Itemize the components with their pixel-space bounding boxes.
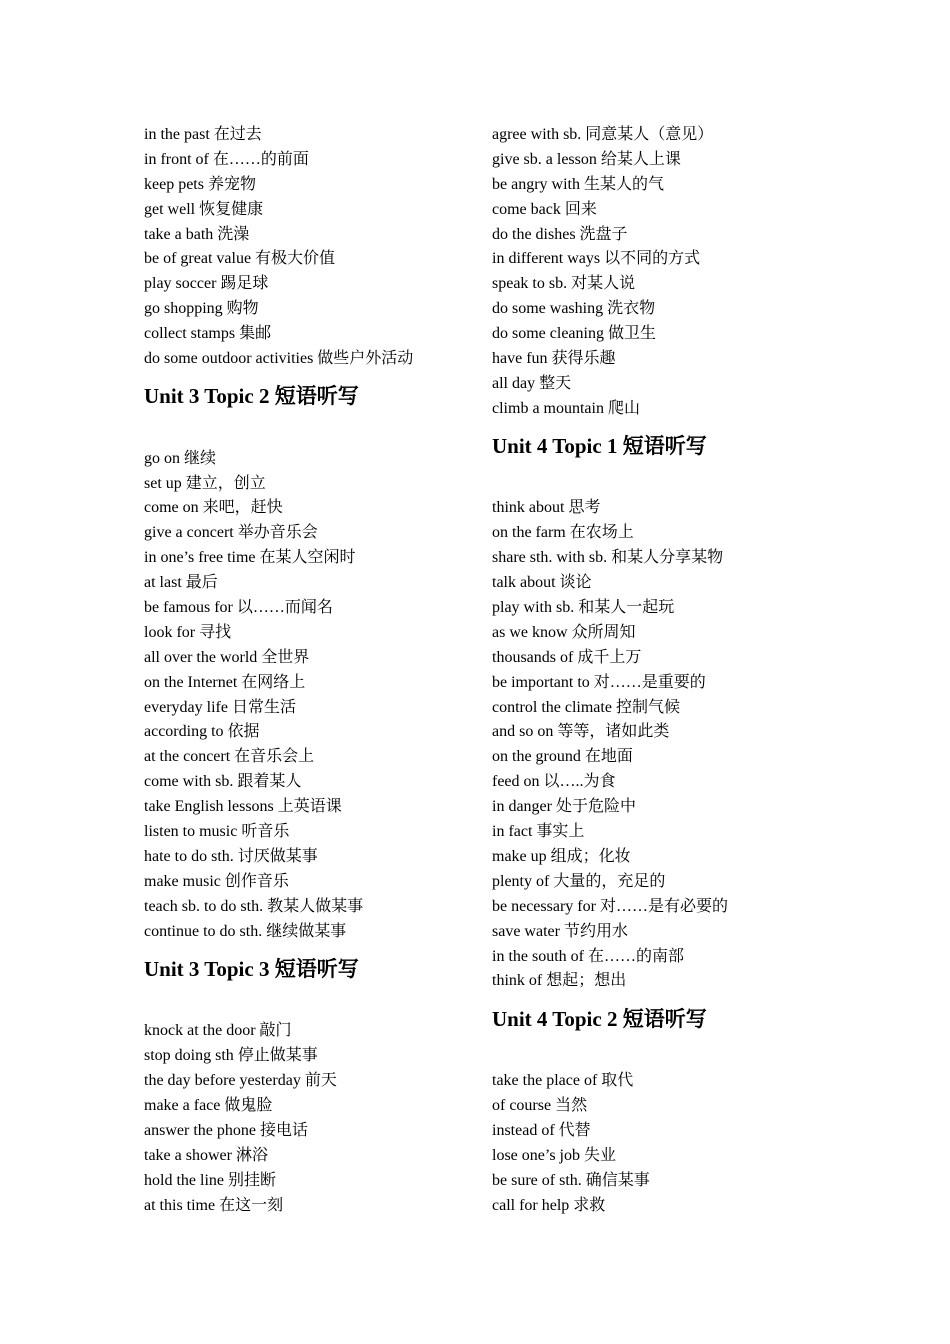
- phrase-list: [144, 1019, 474, 1218]
- phrase-item: according to 依据: [144, 723, 260, 741]
- phrase-item: of course 当然: [492, 1096, 588, 1114]
- phrase-list: [492, 496, 832, 994]
- phrase-item: give a concert 举办音乐会: [144, 524, 318, 542]
- phrase-item: go on 继续: [144, 449, 217, 467]
- phrase-item: do some outdoor activities 做些户外活动: [144, 350, 414, 368]
- phrase-item: play soccer 踢足球: [144, 275, 269, 293]
- section-heading: Unit 4 Topic 1 短语听写: [492, 434, 707, 459]
- phrase-item: in one’s free time 在某人空闲时: [144, 549, 356, 567]
- phrase-item: at this time 在这一刻: [144, 1196, 284, 1214]
- phrase-item: speak to sb. 对某人说: [492, 275, 636, 293]
- left-column: [144, 123, 474, 1218]
- phrase-item: share sth. with sb. 和某人分享某物: [492, 549, 724, 567]
- phrase-item: come back 回来: [492, 200, 597, 218]
- phrase-item: be important to 对……是重要的: [492, 673, 706, 691]
- phrase-item: continue to do sth. 继续做某事: [144, 922, 347, 940]
- section-heading: Unit 4 Topic 2 短语听写: [492, 1006, 707, 1031]
- phrase-item: make music 创作音乐: [144, 872, 289, 890]
- phrase-item: have fun 获得乐趣: [492, 350, 616, 368]
- phrase-item: agree with sb. 同意某人（意见）: [492, 126, 714, 143]
- phrase-item: in fact 事实上: [492, 823, 585, 841]
- phrase-item: be of great value 有极大价值: [144, 250, 336, 268]
- phrase-item: at last 最后: [144, 574, 218, 592]
- phrase-item: on the Internet 在网络上: [144, 673, 306, 691]
- phrase-item: take the place of 取代: [492, 1072, 634, 1090]
- phrase-list: [144, 123, 474, 372]
- phrase-item: be necessary for 对……是有必要的: [492, 897, 728, 915]
- phrase-item: the day before yesterday 前天: [144, 1072, 337, 1090]
- phrase-item: in danger 处于危险中: [492, 798, 636, 816]
- phrase-item: come with sb. 跟着某人: [144, 773, 302, 791]
- phrase-item: think of 想起；想出: [492, 972, 627, 990]
- phrase-item: think about 思考: [492, 499, 601, 517]
- phrase-item: do some cleaning 做卫生: [492, 325, 656, 343]
- phrase-item: go shopping 购物: [144, 300, 259, 318]
- phrase-item: on the ground 在地面: [492, 748, 633, 766]
- phrase-item: in front of 在……的前面: [144, 150, 309, 168]
- phrase-item: and so on 等等，诸如此类: [492, 723, 670, 741]
- phrase-item: all over the world 全世界: [144, 648, 310, 666]
- phrase-item: call for help 求救: [492, 1196, 606, 1214]
- phrase-list: [492, 1069, 832, 1218]
- phrase-item: be famous for 以……而闻名: [144, 599, 333, 617]
- phrase-item: do some washing 洗衣物: [492, 300, 656, 318]
- phrase-list: [492, 123, 832, 422]
- phrase-item: at the concert 在音乐会上: [144, 748, 315, 766]
- phrase-item: control the climate 控制气候: [492, 698, 680, 716]
- phrase-item: teach sb. to do sth. 教某人做某事: [144, 897, 364, 915]
- phrase-item: take English lessons 上英语课: [144, 798, 342, 816]
- phrase-item: take a bath 洗澡: [144, 225, 250, 243]
- phrase-item: knock at the door 敲门: [144, 1022, 292, 1040]
- phrase-item: hold the line 别挂断: [144, 1171, 276, 1189]
- phrase-item: in the south of 在……的南部: [492, 947, 684, 965]
- phrase-item: give sb. a lesson 给某人上课: [492, 150, 681, 168]
- phrase-list: [144, 447, 474, 945]
- phrase-item: on the farm 在农场上: [492, 524, 634, 542]
- phrase-item: everyday life 日常生活: [144, 698, 296, 716]
- phrase-item: answer the phone 接电话: [144, 1121, 308, 1139]
- phrase-item: feed on 以…..为食: [492, 773, 616, 791]
- phrase-item: instead of 代替: [492, 1121, 591, 1139]
- phrase-item: make a face 做鬼脸: [144, 1096, 273, 1114]
- phrase-item: be angry with 生某人的气: [492, 175, 664, 193]
- phrase-item: all day 整天: [492, 374, 572, 392]
- phrase-item: as we know 众所周知: [492, 623, 636, 641]
- phrase-item: save water 节约用水: [492, 922, 628, 940]
- phrase-item: make up 组成；化妆: [492, 847, 631, 865]
- phrase-item: play with sb. 和某人一起玩: [492, 599, 675, 617]
- section-heading: Unit 3 Topic 2 短语听写: [144, 384, 359, 409]
- phrase-item: plenty of 大量的，充足的: [492, 872, 666, 890]
- phrase-item: be sure of sth. 确信某事: [492, 1171, 650, 1189]
- phrase-item: listen to music 听音乐: [144, 823, 290, 841]
- right-column: [492, 123, 832, 1218]
- phrase-item: hate to do sth. 讨厌做某事: [144, 847, 318, 865]
- phrase-item: lose one’s job 失业: [492, 1146, 616, 1164]
- phrase-item: get well 恢复健康: [144, 200, 264, 218]
- phrase-item: do the dishes 洗盘子: [492, 225, 628, 243]
- phrase-item: in the past 在过去: [144, 126, 262, 143]
- section-heading: Unit 3 Topic 3 短语听写: [144, 957, 359, 981]
- phrase-item: in different ways 以不同的方式: [492, 250, 701, 268]
- phrase-item: come on 来吧，赶快: [144, 499, 283, 517]
- phrase-item: set up 建立，创立: [144, 474, 266, 492]
- phrase-item: talk about 谈论: [492, 574, 592, 592]
- phrase-item: collect stamps 集邮: [144, 325, 272, 343]
- phrase-item: keep pets 养宠物: [144, 175, 256, 193]
- phrase-item: look for 寻找: [144, 623, 232, 641]
- phrase-item: stop doing sth 停止做某事: [144, 1047, 318, 1065]
- phrase-item: climb a mountain 爬山: [492, 399, 640, 417]
- phrase-item: thousands of 成千上万: [492, 648, 642, 666]
- phrase-item: take a shower 淋浴: [144, 1146, 268, 1164]
